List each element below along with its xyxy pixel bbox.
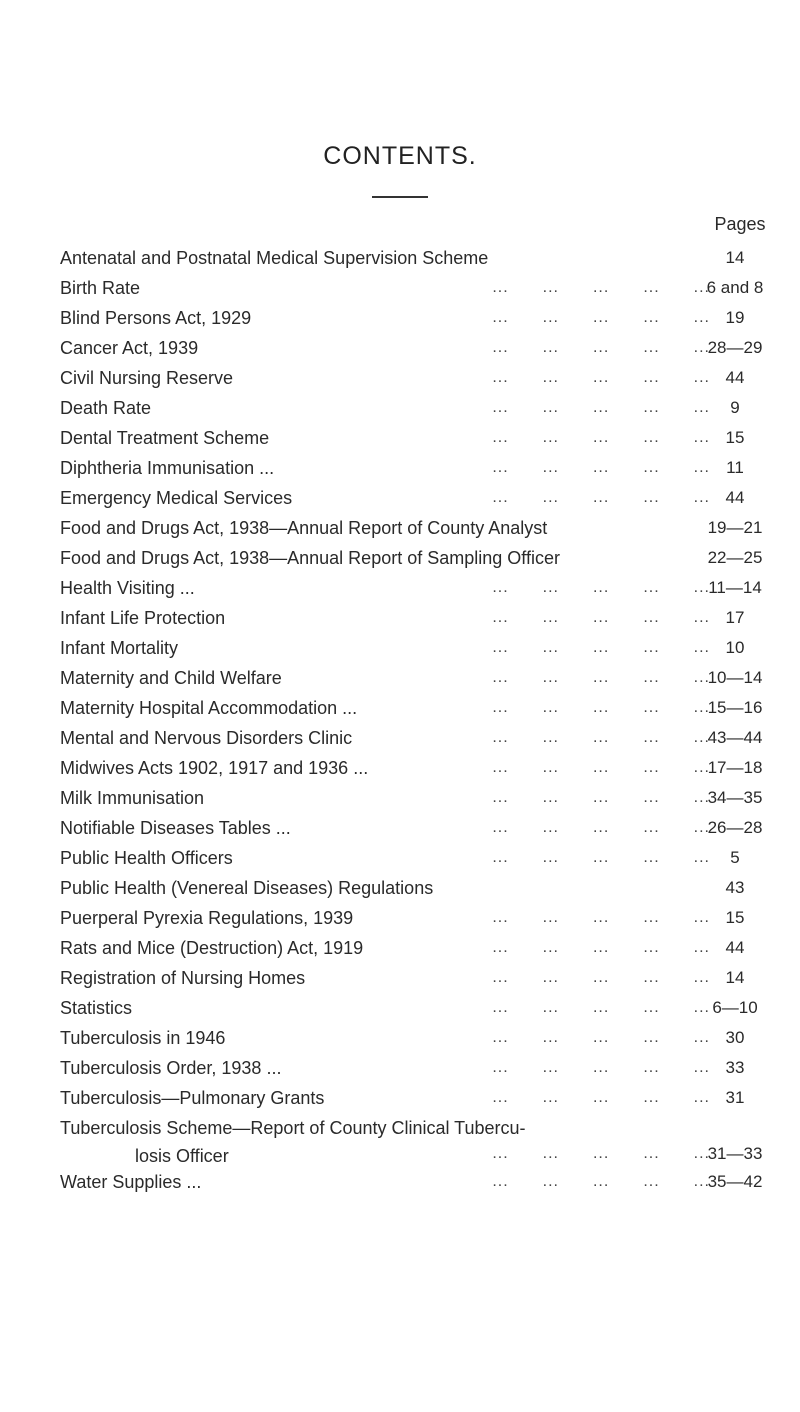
dot-leader: ... ... ... ... ... xyxy=(492,579,710,596)
entry-page-number: 9 xyxy=(730,398,740,417)
contents-entry xyxy=(60,453,780,483)
dot-leader: ... ... ... ... ... xyxy=(492,369,710,386)
contents-entry xyxy=(60,333,780,363)
dot-leader: ... ... ... ... ... xyxy=(492,1029,710,1046)
entry-label: Maternity and Child Welfare xyxy=(60,668,282,688)
dot-leader: ... ... ... ... ... xyxy=(492,489,710,506)
contents-entry xyxy=(60,483,780,513)
entry-page-number: 14 xyxy=(725,248,745,267)
dot-leader: ... ... ... ... ... xyxy=(492,1173,710,1190)
entry-label: Midwives Acts 1902, 1917 and 1936 ... xyxy=(60,758,369,778)
dot-leader: ... ... ... ... ... xyxy=(492,399,710,416)
entry-page-number: 14 xyxy=(725,968,745,987)
entry-label-continuation: losis Officer xyxy=(135,1146,229,1166)
entry-page-number: 17 xyxy=(725,608,745,627)
dot-leader: ... ... ... ... ... xyxy=(492,639,710,656)
contents-entry xyxy=(60,393,780,423)
entry-page-number: 33 xyxy=(725,1058,745,1077)
entry-label: Infant Life Protection xyxy=(60,608,226,628)
dot-leader: ... ... ... ... ... xyxy=(492,339,710,356)
contents-entry xyxy=(60,543,780,573)
entry-page-number: 15—16 xyxy=(707,698,763,717)
pages-column-heading: Pages xyxy=(714,214,766,234)
entry-label: Milk Immunisation xyxy=(60,788,205,808)
entry-page-number: 10 xyxy=(725,638,745,657)
contents-entry xyxy=(60,243,780,273)
dot-leader: ... ... ... ... ... xyxy=(492,789,710,806)
entry-page-number: 15 xyxy=(725,908,745,927)
entry-label: Tuberculosis in 1946 xyxy=(60,1028,226,1048)
entry-page-number: 6 and 8 xyxy=(706,278,764,297)
entry-label: Maternity Hospital Accommodation ... xyxy=(60,698,358,718)
contents-entry xyxy=(60,663,780,693)
contents-entry xyxy=(60,603,780,633)
entry-label: Health Visiting ... xyxy=(60,578,195,598)
entry-page-number: 34—35 xyxy=(707,788,763,807)
entry-page-number: 31—33 xyxy=(707,1144,763,1163)
dot-leader: ... ... ... ... ... xyxy=(492,909,710,926)
entry-label: Food and Drugs Act, 1938—Annual Report of County Analyst xyxy=(60,518,548,538)
entry-page-number: 17—18 xyxy=(707,758,763,777)
contents-entry xyxy=(60,573,780,603)
title-divider xyxy=(372,196,428,198)
entry-page-number: 44 xyxy=(725,368,745,387)
contents-entry xyxy=(60,753,780,783)
entry-page-number: 43 xyxy=(725,878,745,897)
entry-page-number: 44 xyxy=(725,488,745,507)
contents-entry xyxy=(60,963,780,993)
dot-leader: ... ... ... ... ... xyxy=(492,849,710,866)
entry-label: Blind Persons Act, 1929 xyxy=(60,308,252,328)
contents-entry xyxy=(60,873,780,903)
entry-label: Public Health Officers xyxy=(60,848,233,868)
contents-entry xyxy=(60,693,780,723)
entry-label: Statistics xyxy=(60,998,133,1018)
contents-entry xyxy=(60,513,780,543)
contents-entry xyxy=(60,903,780,933)
entry-label: Civil Nursing Reserve xyxy=(60,368,234,388)
dot-leader: ... ... ... ... ... xyxy=(492,609,710,626)
entry-label: Emergency Medical Services xyxy=(60,488,293,508)
entry-page-number: 10—14 xyxy=(707,668,763,687)
entry-label: Infant Mortality xyxy=(60,638,179,658)
dot-leader: ... ... ... ... ... xyxy=(492,429,710,446)
contents-list xyxy=(60,243,780,1197)
entry-label: Tuberculosis—Pulmonary Grants xyxy=(60,1088,325,1108)
contents-entry xyxy=(60,1167,780,1197)
dot-leader: ... ... ... ... ... xyxy=(492,699,710,716)
contents-entry xyxy=(60,813,780,843)
entry-label: Diphtheria Immunisation ... xyxy=(60,458,275,478)
entry-label: Rats and Mice (Destruction) Act, 1919 xyxy=(60,938,364,958)
entry-page-number: 5 xyxy=(730,848,740,867)
entry-page-number: 43—44 xyxy=(707,728,763,747)
contents-entry xyxy=(60,933,780,963)
entry-label: Dental Treatment Scheme xyxy=(60,428,270,448)
entry-page-number: 30 xyxy=(725,1028,745,1047)
contents-entry xyxy=(60,423,780,453)
entry-label: Puerperal Pyrexia Regulations, 1939 xyxy=(60,908,354,928)
dot-leader: ... ... ... ... ... xyxy=(492,279,710,296)
contents-entry xyxy=(60,633,780,663)
entry-label: Cancer Act, 1939 xyxy=(60,338,199,358)
dot-leader: ... ... ... ... ... xyxy=(492,1145,710,1162)
entry-page-number: 26—28 xyxy=(707,818,763,837)
contents-entry xyxy=(60,1083,780,1113)
entry-page-number: 6—10 xyxy=(712,998,758,1017)
page-title: CONTENTS. xyxy=(323,142,477,170)
entry-label: Food and Drugs Act, 1938—Annual Report of Sampling Officer xyxy=(60,548,560,568)
entry-page-number: 22—25 xyxy=(707,548,763,567)
entry-label: Public Health (Venereal Diseases) Regulations xyxy=(60,878,434,898)
entry-page-number: 35—42 xyxy=(707,1172,763,1191)
contents-entry xyxy=(60,363,780,393)
entry-page-number: 19 xyxy=(725,308,745,327)
entry-label: Notifiable Diseases Tables ... xyxy=(60,818,291,838)
dot-leader: ... ... ... ... ... xyxy=(492,759,710,776)
dot-leader: ... ... ... ... ... xyxy=(492,819,710,836)
contents-entry xyxy=(60,783,780,813)
entry-page-number: 28—29 xyxy=(707,338,763,357)
entry-label: Death Rate xyxy=(60,398,152,418)
dot-leader: ... ... ... ... ... xyxy=(492,999,710,1016)
entry-label: Registration of Nursing Homes xyxy=(60,968,306,988)
entry-page-number: 31 xyxy=(725,1088,745,1107)
entry-page-number: 11—14 xyxy=(708,578,762,597)
entry-page-number: 44 xyxy=(725,938,745,957)
dot-leader: ... ... ... ... ... xyxy=(492,459,710,476)
contents-entry xyxy=(60,1053,780,1083)
entry-page-number: 11 xyxy=(726,458,744,477)
dot-leader: ... ... ... ... ... xyxy=(492,729,710,746)
contents-entry xyxy=(60,993,780,1023)
entry-page-number: 19—21 xyxy=(707,518,763,537)
entry-label: Antenatal and Postnatal Medical Supervision Scheme xyxy=(60,248,489,268)
entry-label: Birth Rate xyxy=(60,278,141,298)
dot-leader: ... ... ... ... ... xyxy=(492,669,710,686)
contents-entry xyxy=(60,843,780,873)
dot-leader: ... ... ... ... ... xyxy=(492,309,710,326)
entry-label: Tuberculosis Order, 1938 ... xyxy=(60,1058,282,1078)
contents-entry xyxy=(60,1023,780,1053)
dot-leader: ... ... ... ... ... xyxy=(492,1089,710,1106)
contents-entry xyxy=(60,273,780,303)
dot-leader: ... ... ... ... ... xyxy=(492,1059,710,1076)
entry-label: Water Supplies ... xyxy=(60,1172,202,1192)
contents-entry xyxy=(60,723,780,753)
dot-leader: ... ... ... ... ... xyxy=(492,939,710,956)
entry-page-number: 15 xyxy=(725,428,745,447)
entry-label-line: Tuberculosis Scheme—Report of County Clinical Tubercu- xyxy=(60,1118,526,1138)
entry-label: Mental and Nervous Disorders Clinic xyxy=(60,728,353,748)
contents-entry xyxy=(60,1113,780,1167)
dot-leader: ... ... ... ... ... xyxy=(492,969,710,986)
contents-entry xyxy=(60,303,780,333)
